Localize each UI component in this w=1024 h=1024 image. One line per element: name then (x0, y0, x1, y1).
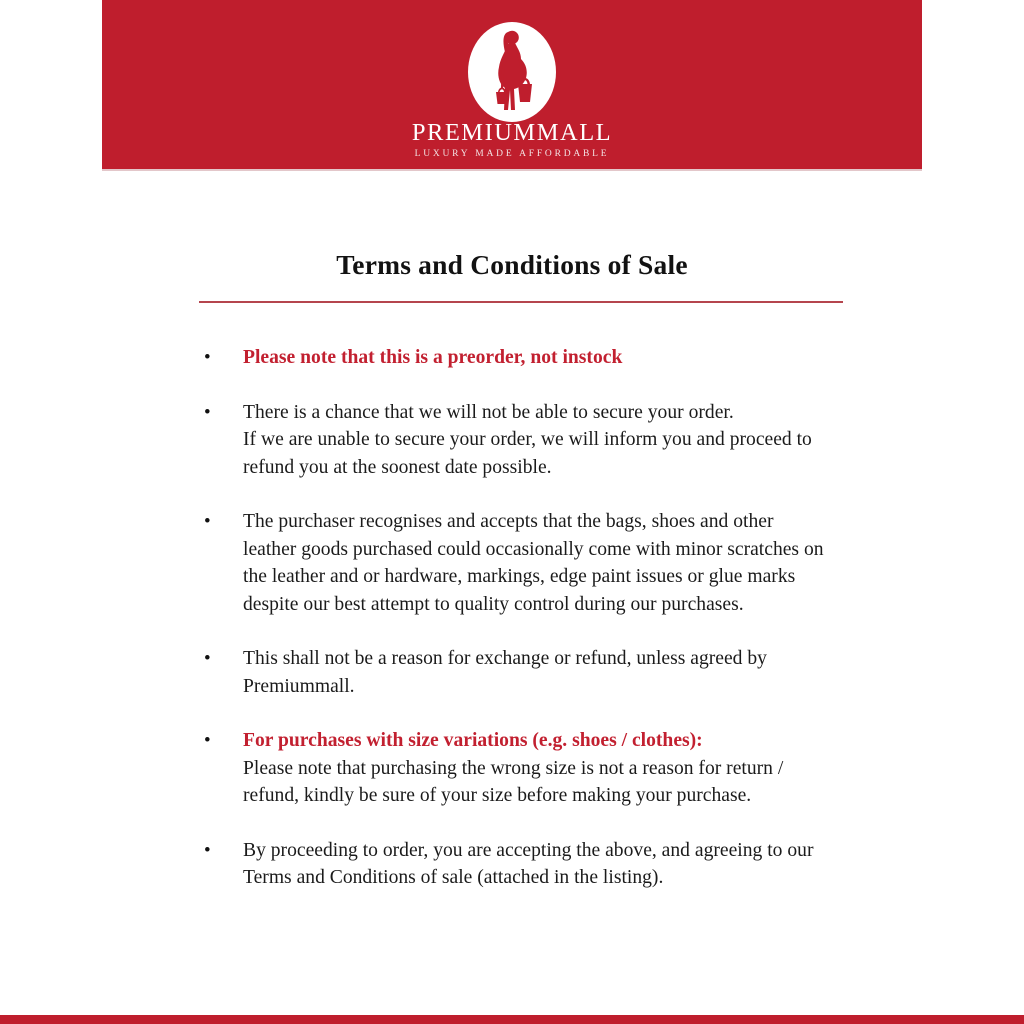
term-line: leather goods purchased could occasionally come with minor scratches on (243, 538, 824, 560)
footer-accent-bar (0, 1015, 1024, 1024)
term-line: despite our best attempt to quality control during our purchases. (243, 593, 744, 615)
list-item (199, 837, 851, 892)
term-line: refund you at the soonest date possible. (243, 456, 552, 478)
title-divider (199, 301, 843, 303)
list-item (199, 344, 851, 372)
bullet-text (243, 344, 851, 372)
term-line: refund, kindly be sure of your size before making your purchase. (243, 785, 752, 806)
term-line: Premiummall. (243, 675, 355, 697)
term-line: Please note that purchasing the wrong size is not a reason for return / (243, 757, 784, 779)
term-line: The purchaser recognises and accepts that the bags, shoes and other (243, 511, 774, 532)
bullet-marker: • (204, 511, 211, 532)
brand-tagline: LUXURY MADE AFFORDABLE (414, 148, 610, 159)
term-line: This shall not be a reason for exchange or refund, unless agreed by (243, 648, 767, 669)
term-line: There is a chance that we will not be able to secure your order. (243, 401, 734, 423)
bullet-marker: • (204, 839, 211, 861)
bullet-marker: • (204, 648, 211, 669)
bullet-marker: • (204, 347, 211, 368)
term-line: If we are unable to secure your order, we will inform you and proceed to (243, 429, 812, 450)
woman-with-shopping-bags-icon (467, 22, 557, 122)
list-item (199, 508, 851, 618)
page-title: Terms and Conditions of Sale (336, 249, 688, 280)
bullet-marker: • (204, 401, 211, 423)
brand-name: PREMIUMMALL (411, 119, 613, 146)
term-line-highlight: For purchases with size variations (e.g. shoes / clothes): (243, 730, 703, 751)
term-line: the leather and or hardware, markings, edge paint issues or glue marks (243, 566, 796, 587)
bullet-text (243, 727, 851, 810)
bullet-text (243, 508, 851, 618)
list-item (199, 727, 851, 810)
bullet-text (243, 399, 851, 482)
bullet-text (243, 837, 851, 892)
brand-banner (102, 0, 922, 171)
bullet-marker: • (204, 730, 211, 751)
term-line: Terms and Conditions of sale (attached in the listing). (243, 867, 664, 888)
list-item (199, 399, 851, 482)
terms-list (199, 344, 851, 919)
term-line-highlight: Please note that this is a preorder, not instock (243, 347, 623, 368)
term-line: By proceeding to order, you are accepting the above, and agreeing to our (243, 839, 814, 861)
bullet-text (243, 645, 851, 700)
list-item (199, 645, 851, 700)
